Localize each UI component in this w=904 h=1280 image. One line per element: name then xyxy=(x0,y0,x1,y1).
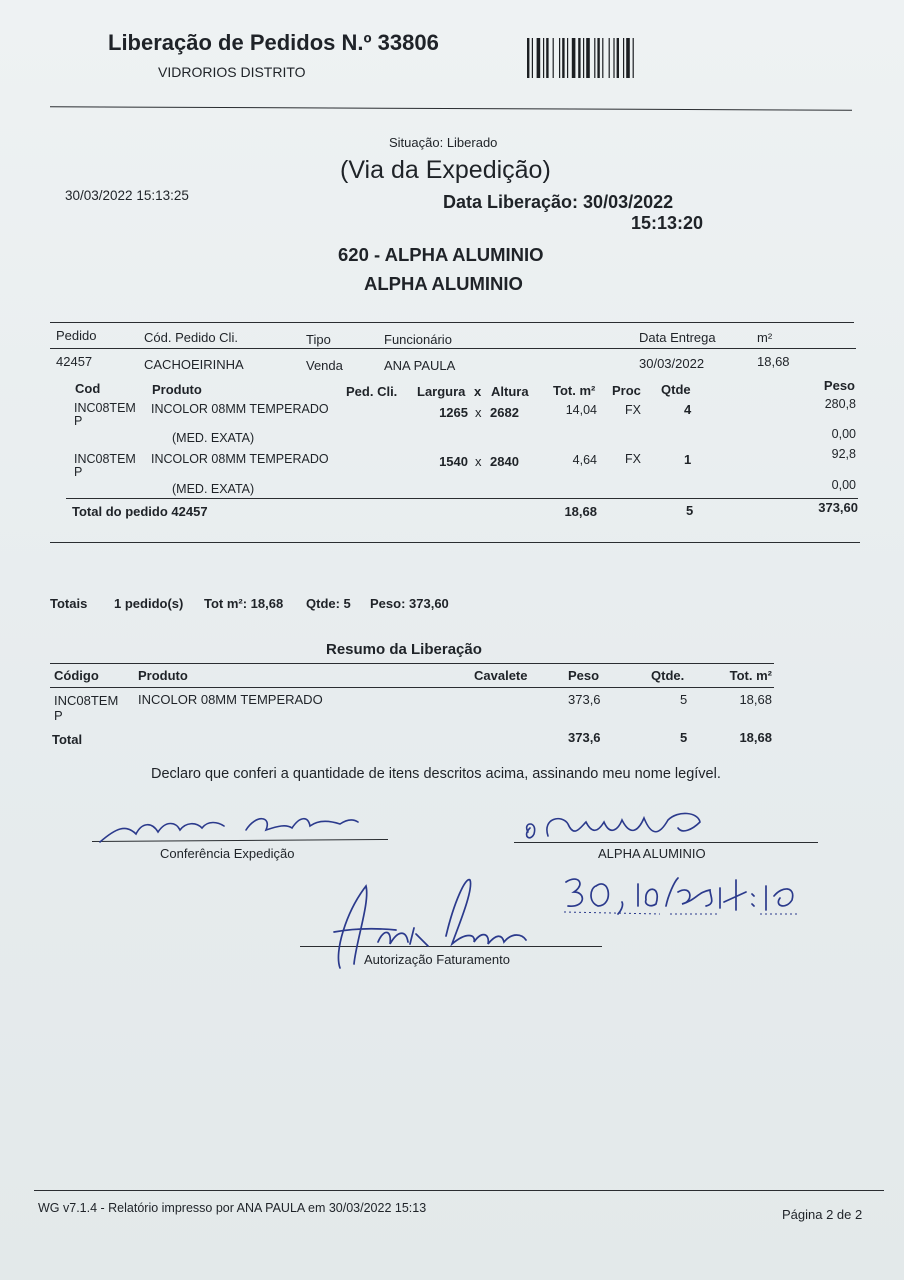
order-header-rule xyxy=(50,348,856,349)
item-1-sub-desc: (MED. EXATA) xyxy=(172,431,255,445)
summary-row-codigo: INC08TEM xyxy=(54,693,119,708)
item-1-largura: 1265 xyxy=(439,405,468,420)
barcode-bar xyxy=(559,38,560,78)
footer-page-number: Página 2 de 2 xyxy=(782,1207,863,1222)
status-text: Situação: Liberado xyxy=(389,135,498,150)
barcode-bar xyxy=(617,38,619,78)
barcode-bar xyxy=(567,38,568,78)
barcode-bar xyxy=(532,38,533,78)
summary-row-tot-m2: 18,68 xyxy=(739,692,772,707)
item-2-x: x xyxy=(475,454,482,469)
items-col-produto: Produto xyxy=(152,382,202,397)
header-divider xyxy=(50,106,852,110)
barcode-bar xyxy=(597,38,599,78)
order-cod-pedido-cli: CACHOEIRINHA xyxy=(144,357,244,372)
barcode-bar xyxy=(553,38,554,78)
signature-conferencia xyxy=(96,810,366,850)
items-col-proc: Proc xyxy=(612,383,641,398)
summary-row-produto: INCOLOR 08MM TEMPERADO xyxy=(138,692,323,707)
document-title: Liberação de Pedidos N.º 33806 xyxy=(108,30,439,55)
items-col-largura: Largura xyxy=(417,384,466,399)
item-1-cod: INC08TEM xyxy=(74,401,136,415)
col-tipo: Tipo xyxy=(306,332,331,347)
item-2-cod: INC08TEM xyxy=(74,452,136,466)
barcode-bar xyxy=(602,38,603,78)
item-2-tot-m2: 4,64 xyxy=(572,453,597,467)
item-1-qtde: 4 xyxy=(684,402,692,417)
order-pedido: 42457 xyxy=(56,354,93,369)
handwritten-datetime xyxy=(560,872,810,922)
order-tipo: Venda xyxy=(306,358,343,373)
summary-total-tot-m2: 18,68 xyxy=(739,730,772,745)
item-2-qtde: 1 xyxy=(684,452,692,467)
order-total-label: Total do pedido 42457 xyxy=(72,504,208,519)
items-col-tot-m2: Tot. m² xyxy=(553,383,596,398)
barcode-bar xyxy=(546,38,548,78)
section-divider xyxy=(50,542,860,543)
barcode-bar xyxy=(572,38,576,78)
order-total-rule xyxy=(66,498,858,499)
item-2-sub-peso: 0,00 xyxy=(831,478,856,492)
order-top-rule xyxy=(50,322,854,323)
summary-row-peso: 373,6 xyxy=(568,692,601,707)
order-data-entrega: 30/03/2022 xyxy=(639,356,705,371)
release-time: 15:13:20 xyxy=(631,213,704,233)
declaration-text: Declaro que conferi a quantidade de itens descritos acima, assinando meu nome legível. xyxy=(151,766,721,782)
barcode-bar xyxy=(626,38,630,78)
barcode-bar xyxy=(562,38,564,78)
col-m2: m² xyxy=(757,330,773,345)
items-col-altura: Altura xyxy=(491,384,529,399)
item-2-cod-cont: P xyxy=(74,465,83,479)
item-2-produto: INCOLOR 08MM TEMPERADO xyxy=(151,452,329,466)
summary-title: Resumo da Liberação xyxy=(326,641,482,658)
col-cod-pedido-cli: Cód. Pedido Cli. xyxy=(144,330,238,345)
order-funcionario: ANA PAULA xyxy=(384,358,456,373)
signature-label-cliente: ALPHA ALUMINIO xyxy=(598,846,706,861)
company-name: VIDRORIOS DISTRITO xyxy=(158,64,306,80)
summary-row-codigo-cont: P xyxy=(54,708,63,723)
barcode-bar xyxy=(613,38,614,78)
signature-cliente xyxy=(522,808,722,848)
summary-total-label: Total xyxy=(52,732,83,747)
release-date: Data Liberação: 30/03/2022 xyxy=(443,192,674,212)
item-2-peso: 92,8 xyxy=(831,447,856,461)
barcode-bar xyxy=(537,38,541,78)
footer-rule xyxy=(34,1190,884,1191)
barcode-bar xyxy=(594,38,595,78)
copy-type: (Via da Expedição) xyxy=(340,156,551,184)
order-total-peso: 373,60 xyxy=(818,500,858,515)
totals-qtde: Qtde: 5 xyxy=(306,596,351,611)
item-1-tot-m2: 14,04 xyxy=(565,403,597,417)
summary-col-peso: Peso xyxy=(568,668,600,683)
barcode-bar xyxy=(633,38,634,78)
item-2-altura: 2840 xyxy=(490,454,519,469)
col-pedido: Pedido xyxy=(56,328,97,343)
totals-peso: Peso: 373,60 xyxy=(370,596,449,611)
signature-label-autorizacao: Autorização Faturamento xyxy=(364,952,510,967)
item-1-cod-cont: P xyxy=(74,414,83,428)
item-1-sub-peso: 0,00 xyxy=(831,427,856,441)
summary-col-tot-m2: Tot. m² xyxy=(729,668,772,683)
items-col-ped-cli: Ped. Cli. xyxy=(346,384,398,399)
item-1-produto: INCOLOR 08MM TEMPERADO xyxy=(151,402,329,416)
totals-label: Totais xyxy=(50,596,88,611)
items-col-cod: Cod xyxy=(75,381,101,396)
item-1-proc: FX xyxy=(625,403,641,417)
barcode xyxy=(527,38,667,78)
summary-header-rule xyxy=(50,687,774,688)
item-2-proc: FX xyxy=(625,452,641,466)
col-data-entrega: Data Entrega xyxy=(639,330,716,345)
summary-total-peso: 373,6 xyxy=(568,730,601,745)
order-total-m2: 18,68 xyxy=(564,504,597,519)
summary-total-qtde: 5 xyxy=(680,730,688,745)
summary-col-codigo: Código xyxy=(54,668,99,683)
barcode-bar xyxy=(527,38,529,78)
footer-printed-by: WG v7.1.4 - Relatório impresso por ANA PAULA em 30/03/2022 15:13 xyxy=(38,1201,427,1215)
summary-col-cavalete: Cavalete xyxy=(474,668,528,683)
barcode-bar xyxy=(583,38,584,78)
item-2-largura: 1540 xyxy=(439,454,468,469)
barcode-bar xyxy=(609,38,610,78)
barcode-bar xyxy=(586,38,590,78)
barcode-bar xyxy=(623,38,624,78)
summary-top-rule xyxy=(50,663,774,664)
order-m2: 18,68 xyxy=(757,354,790,369)
client-line-1: 620 - ALPHA ALUMINIO xyxy=(338,244,544,265)
items-col-qtde: Qtde xyxy=(661,382,691,397)
item-1-x: x xyxy=(475,405,482,420)
print-datetime: 30/03/2022 15:13:25 xyxy=(65,188,189,203)
barcode-bar xyxy=(578,38,580,78)
client-line-2: ALPHA ALUMINIO xyxy=(364,273,523,294)
totals-pedidos: 1 pedido(s) xyxy=(114,596,184,611)
items-col-x: x xyxy=(474,384,482,399)
totals-tot-m2: Tot m²: 18,68 xyxy=(204,596,284,611)
item-1-peso: 280,8 xyxy=(824,397,856,411)
items-col-peso: Peso xyxy=(823,378,855,393)
summary-row-qtde: 5 xyxy=(680,692,688,707)
signature-label-conferencia: Conferência Expedição xyxy=(160,846,295,861)
summary-col-qtde: Qtde. xyxy=(651,668,685,683)
item-2-sub-desc: (MED. EXATA) xyxy=(172,482,255,496)
barcode-bar xyxy=(543,38,544,78)
order-total-qtde: 5 xyxy=(686,503,694,518)
item-1-altura: 2682 xyxy=(490,405,519,420)
col-funcionario: Funcionário xyxy=(384,332,452,347)
summary-col-produto: Produto xyxy=(138,668,188,683)
